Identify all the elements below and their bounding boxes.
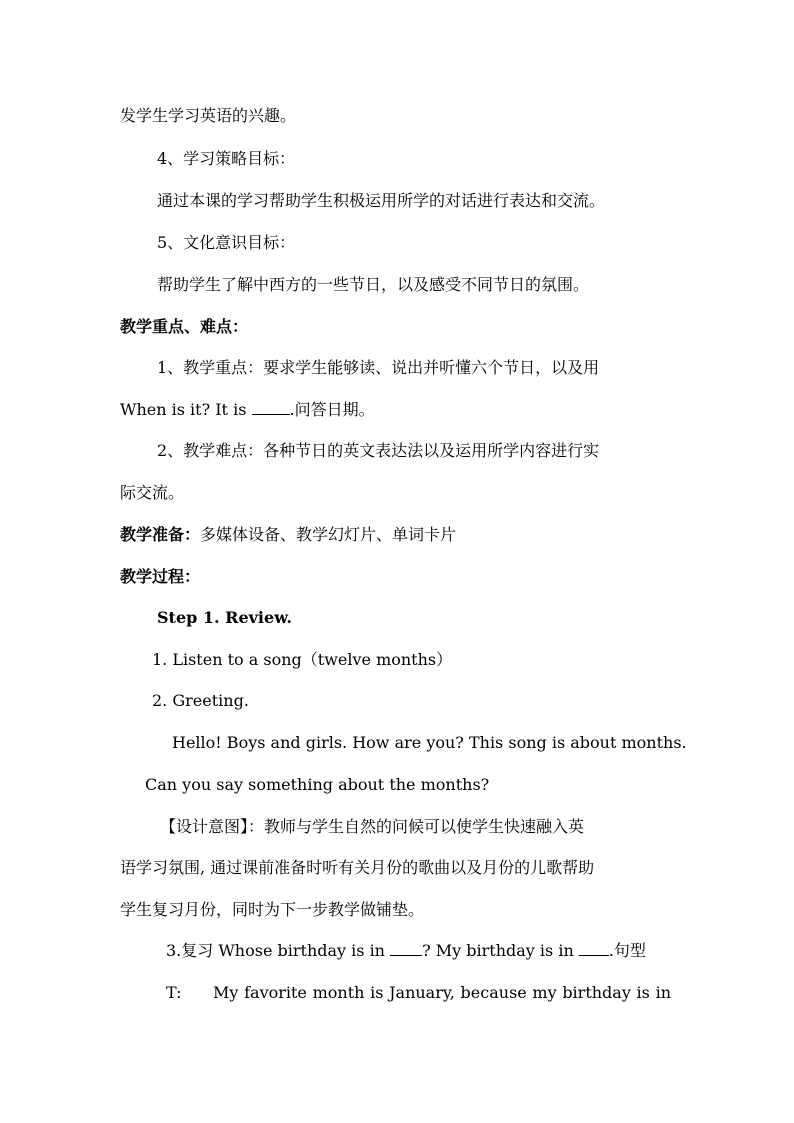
fill-blank [579,941,609,956]
preparation-line [120,524,456,546]
teacher-line [213,982,671,1004]
goal-5-text: 帮助学生了解中西方的一些节日，以及感受不同节日的氛围。 [157,275,590,294]
design-intent-line-2: 语学习氛围, 通过课前准备时听有关月份的歌曲以及月份的儿歌帮助 [120,858,595,877]
goal-4-title: 4、学习策略目标： [157,149,296,168]
review-3-middle: ? My birthday is in [422,941,574,960]
list-item-2: 2. Greeting. [152,691,249,710]
goal-5-title: 5、文化意识目标： [157,233,296,252]
paragraph-line: 发学生学习英语的兴趣。 [120,106,297,125]
greeting-line-1: Hello! Boys and girls. How are you? This song is about months. [172,733,687,752]
process-heading: 教学过程： [120,567,201,586]
key-points-heading: 教学重点、难点： [120,317,249,336]
review-3-suffix: .句型 [608,941,646,960]
key-point-2: 2、教学难点：各种节日的英文表达法以及运用所学内容进行实 [157,441,600,460]
fill-blank [252,400,290,415]
answer-text: .问答日期。 [289,400,375,419]
teacher-label: T: [166,983,182,1002]
key-point-1-continued [120,399,375,421]
step-1-heading: Step 1. Review. [157,608,292,627]
preparation-text: 多媒体设备、教学幻灯片、单词卡片 [200,525,457,544]
fill-blank [390,941,422,956]
goal-4-text: 通过本课的学习帮助学生积极运用所学的对话进行表达和交流。 [157,191,606,210]
list-item-1: 1. Listen to a song（twelve months） [152,650,453,669]
review-3-prefix: 3.复习 Whose birthday is in [166,941,385,960]
review-3-line [166,940,646,962]
key-point-1: 1、教学重点：要求学生能够读、说出并听懂六个节日，以及用 [157,358,600,377]
key-point-2-continued: 际交流。 [120,483,185,502]
design-intent-line-3: 学生复习月份，同时为下一步教学做铺垫。 [120,900,425,919]
greeting-line-2: Can you say something about the months? [145,775,490,794]
teacher-text: My favorite month is January, because my birthday is in [213,983,671,1002]
design-intent-line-1: 【设计意图】：教师与学生自然的问候可以使学生快速融入英 [160,817,585,836]
question-text: When is it? It is [120,400,247,419]
preparation-label: 教学准备： [120,525,201,544]
